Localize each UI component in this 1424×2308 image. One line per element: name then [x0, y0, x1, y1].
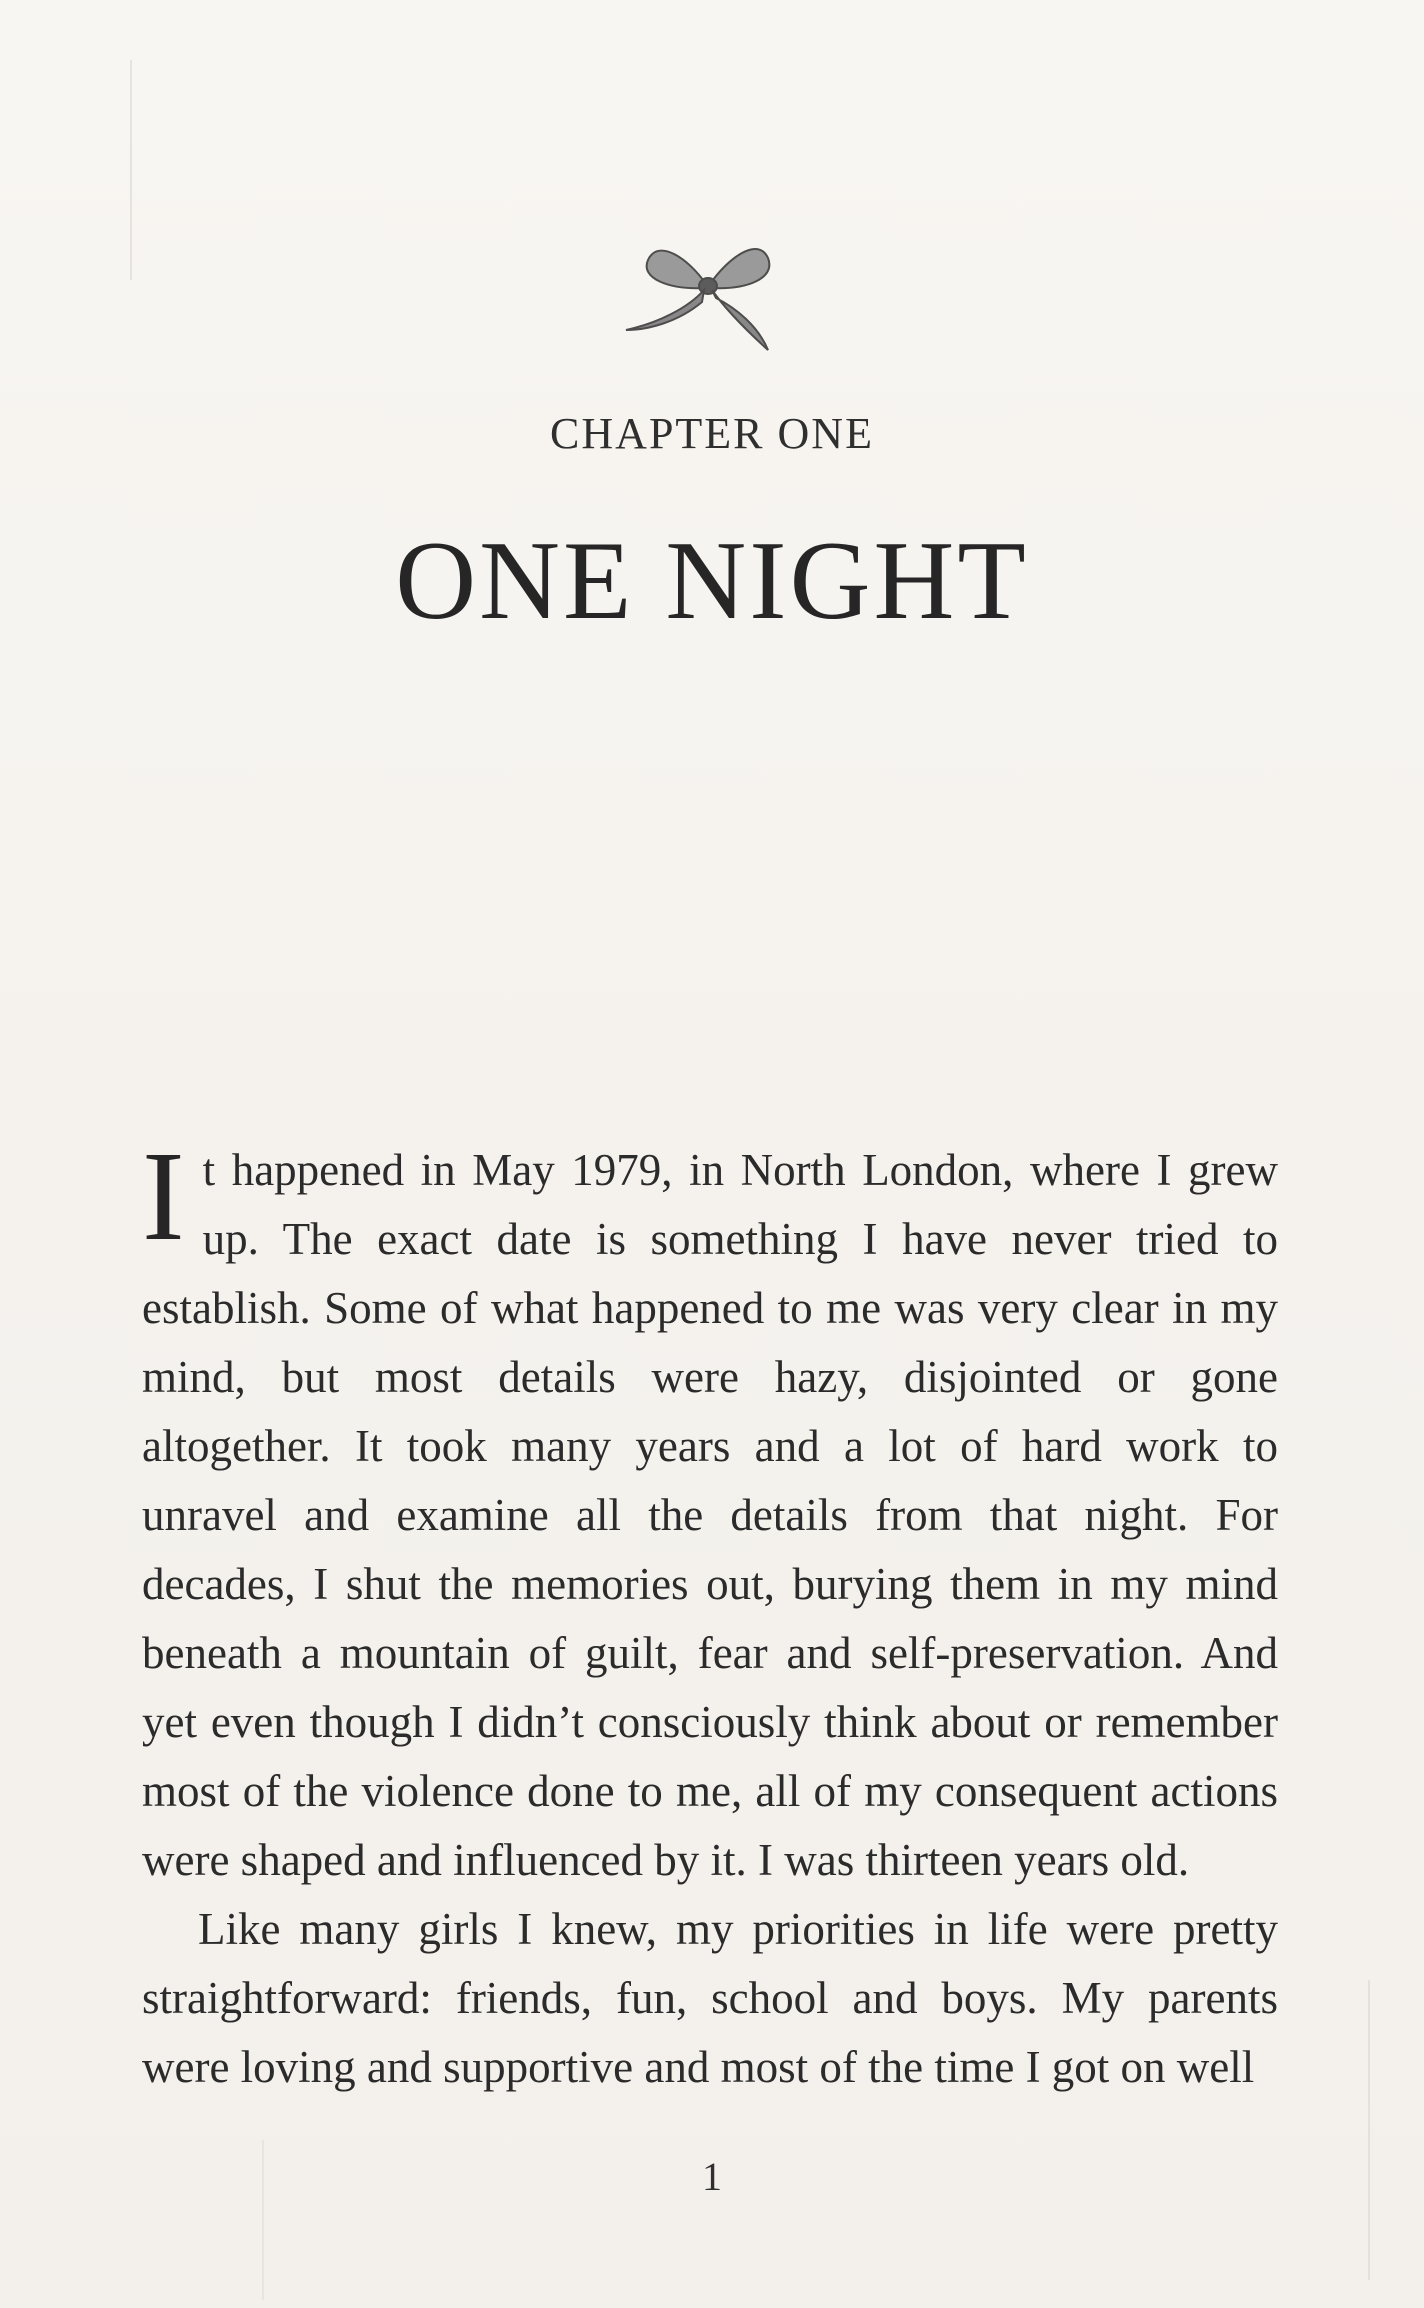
- chapter-body: [142, 1125, 1278, 2102]
- paragraph: Like many girls I knew, my priorities in life were pretty straightforward: friends, fun, school and boys. My parents were loving and supportive and most of the time I got on well: [142, 1904, 1278, 2092]
- chapter-label: CHAPTER ONE: [550, 409, 874, 458]
- scan-line: [1368, 1980, 1370, 2280]
- paragraph: It happened in May 1979, in North London, where I grew up. The exact date is something I have never tried to establish. Some of what happened to me was very clear in my mind, but most details were hazy, disjointed or gone altogether. It took many years and a lot of hard work to unravel and examine all the details from that night. For decades, I shut the memories out, burying them in my mind beneath a mountain of guilt, fear and self-preservation. And yet even though I didn’t consciously think about or remember most of the violence done to me, all of my consequent actions were shaped and influenced by it. I was thirteen years old.: [142, 1125, 1278, 1885]
- scan-line: [130, 60, 132, 280]
- bow-icon: [618, 218, 798, 358]
- chapter-title: ONE NIGHT: [395, 519, 1029, 643]
- page-number: 1: [702, 2154, 722, 2199]
